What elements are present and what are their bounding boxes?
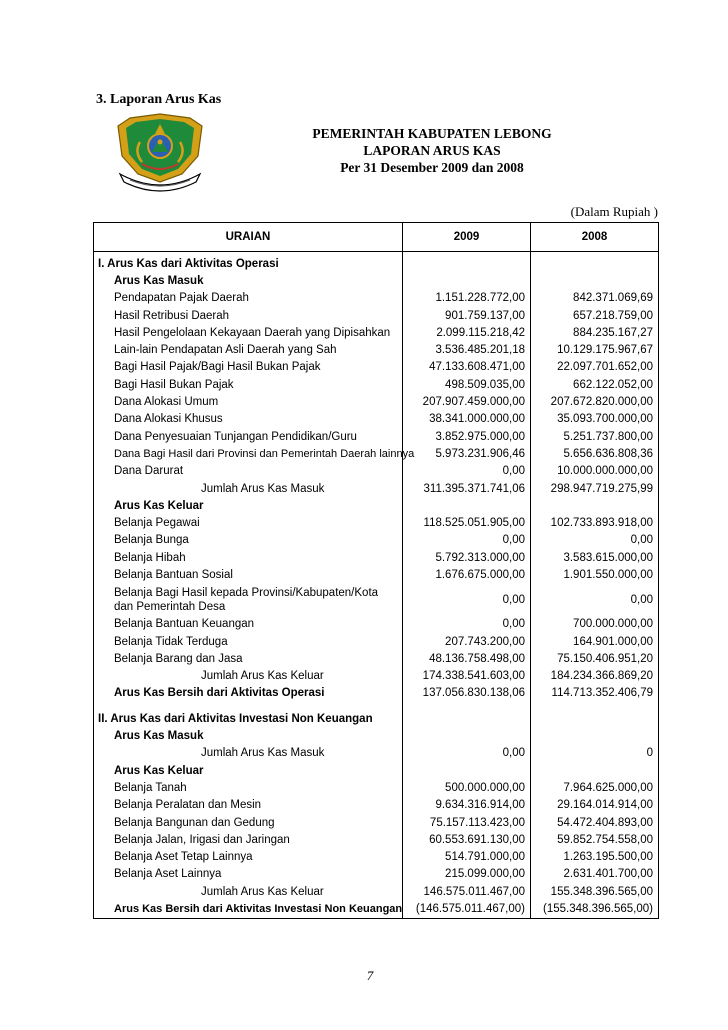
row-2009: 47.133.608.471,00 — [403, 359, 531, 376]
row-2008: 842.371.069,69 — [531, 290, 659, 307]
table-row — [94, 668, 659, 685]
row-2008 — [531, 272, 659, 289]
header-period: Per 31 Desember 2009 dan 2008 — [340, 160, 524, 175]
row-2009: 137.056.830.138,06 — [403, 685, 531, 702]
row-2008: 0,00 — [531, 532, 659, 549]
row-2009: 60.553.691.130,00 — [403, 831, 531, 848]
table-row — [94, 376, 659, 393]
row-2008 — [531, 497, 659, 514]
currency-note: (Dalam Rupiah ) — [570, 204, 658, 219]
row-desc: Jumlah Arus Kas Masuk — [94, 745, 403, 762]
row-desc: Arus Kas Keluar — [94, 497, 403, 514]
report-header — [304, 125, 560, 176]
row-desc: Dana Darurat — [94, 463, 403, 480]
cash-flow-table — [93, 222, 659, 919]
row-desc: Belanja Bantuan Keuangan — [94, 616, 403, 633]
table-row — [94, 445, 659, 462]
table-row — [94, 514, 659, 531]
page-number: 7 — [366, 968, 374, 983]
row-2009: 500.000.000,00 — [403, 779, 531, 796]
table-row — [94, 272, 659, 289]
row-desc: Hasil Pengelolaan Kekayaan Daerah yang Dipisahkan — [94, 324, 403, 341]
table-row — [94, 341, 659, 358]
row-2008: 35.093.700.000,00 — [531, 411, 659, 428]
row-desc: Arus Kas Bersih dari Aktivitas Operasi — [94, 685, 403, 702]
table-row — [94, 745, 659, 762]
row-2008: 75.150.406.951,20 — [531, 650, 659, 667]
row-desc: Jumlah Arus Kas Keluar — [94, 883, 403, 900]
row-2008: 700.000.000,00 — [531, 616, 659, 633]
row-2008 — [531, 762, 659, 779]
row-desc: Belanja Tidak Terduga — [94, 633, 403, 650]
row-2009: 2.099.115.218,42 — [403, 324, 531, 341]
row-desc: Belanja Bunga — [94, 532, 403, 549]
row-2008: 54.472.404.893,00 — [531, 814, 659, 831]
row-2009: 0,00 — [403, 532, 531, 549]
row-2009 — [403, 272, 531, 289]
row-2008: 7.964.625.000,00 — [531, 779, 659, 796]
row-2009: 1.151.228.772,00 — [403, 290, 531, 307]
row-desc: Bagi Hasil Bukan Pajak — [94, 376, 403, 393]
table-row — [94, 584, 659, 616]
row-2009 — [403, 497, 531, 514]
table-row — [94, 411, 659, 428]
table-row — [94, 685, 659, 702]
header-2009: 2009 — [403, 223, 531, 252]
header-report-title: LAPORAN ARUS KAS — [363, 143, 501, 158]
table-row — [94, 566, 659, 583]
row-2009: 207.907.459.000,00 — [403, 393, 531, 410]
row-2009: 75.157.113.423,00 — [403, 814, 531, 831]
row-2008: 184.234.366.869,20 — [531, 668, 659, 685]
row-desc: Belanja Bagi Hasil kepada Provinsi/Kabupaten/Kota dan Pemerintah Desa — [94, 584, 403, 616]
row-desc: Belanja Bantuan Sosial — [94, 566, 403, 583]
table-header-row — [94, 223, 659, 252]
table-spacer — [94, 702, 659, 710]
row-2008: 164.901.000,00 — [531, 633, 659, 650]
table-row — [94, 359, 659, 376]
row-2008: 114.713.352.406,79 — [531, 685, 659, 702]
row-2009: 118.525.051.905,00 — [403, 514, 531, 531]
row-desc: Pendapatan Pajak Daerah — [94, 290, 403, 307]
row-2008: 10.129.175.967,67 — [531, 341, 659, 358]
row-desc: Dana Bagi Hasil dari Provinsi dan Pemerintah Daerah lainnya — [94, 445, 403, 462]
row-desc: Arus Kas Masuk — [94, 272, 403, 289]
row-desc: Belanja Peralatan dan Mesin — [94, 797, 403, 814]
table-row — [94, 814, 659, 831]
row-2009 — [403, 252, 531, 273]
row-2008: 207.672.820.000,00 — [531, 393, 659, 410]
lebong-emblem-icon — [112, 112, 208, 194]
row-2009: 215.099.000,00 — [403, 866, 531, 883]
row-2008: 59.852.754.558,00 — [531, 831, 659, 848]
row-desc: Belanja Tanah — [94, 779, 403, 796]
row-2009: 5.792.313.000,00 — [403, 549, 531, 566]
row-2008 — [531, 727, 659, 744]
row-desc: Belanja Aset Tetap Lainnya — [94, 849, 403, 866]
row-desc: Arus Kas Keluar — [94, 762, 403, 779]
table-row — [94, 866, 659, 883]
header-uraian: URAIAN — [94, 223, 403, 252]
row-2008: 155.348.396.565,00 — [531, 883, 659, 900]
row-2008: 5.251.737.800,00 — [531, 428, 659, 445]
table-row — [94, 762, 659, 779]
row-2009: 514.791.000,00 — [403, 849, 531, 866]
table-row — [94, 428, 659, 445]
row-2008: 10.000.000.000,00 — [531, 463, 659, 480]
row-desc: Jumlah Arus Kas Keluar — [94, 668, 403, 685]
row-desc: Belanja Hibah — [94, 549, 403, 566]
row-2009: 146.575.011.467,00 — [403, 883, 531, 900]
row-2008: 884.235.167,27 — [531, 324, 659, 341]
row-2009: 38.341.000.000,00 — [403, 411, 531, 428]
row-desc: Belanja Jalan, Irigasi dan Jaringan — [94, 831, 403, 848]
row-2009: 311.395.371.741,06 — [403, 480, 531, 497]
row-2009: 0,00 — [403, 616, 531, 633]
row-2009: (146.575.011.467,00) — [403, 900, 531, 918]
row-2009: 207.743.200,00 — [403, 633, 531, 650]
table-row — [94, 779, 659, 796]
table-row — [94, 616, 659, 633]
row-2009: 901.759.137,00 — [403, 307, 531, 324]
row-2008: 3.583.615.000,00 — [531, 549, 659, 566]
row-2009 — [403, 710, 531, 727]
row-desc: Belanja Pegawai — [94, 514, 403, 531]
row-2008: 1.901.550.000,00 — [531, 566, 659, 583]
row-2009: 1.676.675.000,00 — [403, 566, 531, 583]
row-2009: 3.852.975.000,00 — [403, 428, 531, 445]
header-government: PEMERINTAH KABUPATEN LEBONG — [312, 126, 552, 141]
table-row — [94, 633, 659, 650]
row-desc: I. Arus Kas dari Aktivitas Operasi — [94, 252, 403, 273]
row-2009: 3.536.485.201,18 — [403, 341, 531, 358]
row-desc: Dana Alokasi Umum — [94, 393, 403, 410]
row-2008: 102.733.893.918,00 — [531, 514, 659, 531]
row-2008 — [531, 710, 659, 727]
row-2009: 48.136.758.498,00 — [403, 650, 531, 667]
row-2009: 5.973.231.906,46 — [403, 445, 531, 462]
row-2009: 9.634.316.914,00 — [403, 797, 531, 814]
row-2008: 1.263.195.500,00 — [531, 849, 659, 866]
table-row — [94, 324, 659, 341]
row-2008: (155.348.396.565,00) — [531, 900, 659, 918]
row-desc: Belanja Aset Lainnya — [94, 866, 403, 883]
row-2008: 22.097.701.652,00 — [531, 359, 659, 376]
row-2009 — [403, 727, 531, 744]
row-2008: 657.218.759,00 — [531, 307, 659, 324]
table-row — [94, 290, 659, 307]
table-row — [94, 549, 659, 566]
row-2009: 0,00 — [403, 745, 531, 762]
row-2008: 0 — [531, 745, 659, 762]
row-desc: Hasil Retribusi Daerah — [94, 307, 403, 324]
table-row — [94, 883, 659, 900]
table-row — [94, 727, 659, 744]
table-row — [94, 900, 659, 918]
table-row — [94, 650, 659, 667]
row-desc: Dana Penyesuaian Tunjangan Pendidikan/Guru — [94, 428, 403, 445]
row-desc: Belanja Bangunan dan Gedung — [94, 814, 403, 831]
table-row — [94, 393, 659, 410]
table-row — [94, 252, 659, 273]
row-2008 — [531, 252, 659, 273]
row-desc: Belanja Barang dan Jasa — [94, 650, 403, 667]
row-2008: 5.656.636.808,36 — [531, 445, 659, 462]
table-row — [94, 710, 659, 727]
row-2009 — [403, 762, 531, 779]
table-row — [94, 831, 659, 848]
row-desc: Arus Kas Masuk — [94, 727, 403, 744]
row-desc: Arus Kas Bersih dari Aktivitas Investasi Non Keuangan — [94, 900, 403, 918]
row-2008: 298.947.719.275,99 — [531, 480, 659, 497]
row-2008: 2.631.401.700,00 — [531, 866, 659, 883]
row-2009: 174.338.541.603,00 — [403, 668, 531, 685]
row-2009: 0,00 — [403, 584, 531, 616]
table-row — [94, 532, 659, 549]
header-2008: 2008 — [531, 223, 659, 252]
table-row — [94, 307, 659, 324]
table-row — [94, 480, 659, 497]
row-desc: Bagi Hasil Pajak/Bagi Hasil Bukan Pajak — [94, 359, 403, 376]
row-2008: 662.122.052,00 — [531, 376, 659, 393]
row-2009: 498.509.035,00 — [403, 376, 531, 393]
row-desc: Dana Alokasi Khusus — [94, 411, 403, 428]
row-2008: 29.164.014.914,00 — [531, 797, 659, 814]
row-2008: 0,00 — [531, 584, 659, 616]
table-row — [94, 849, 659, 866]
table-row — [94, 797, 659, 814]
row-desc: II. Arus Kas dari Aktivitas Investasi Non Keuangan — [94, 710, 403, 727]
row-2009: 0,00 — [403, 463, 531, 480]
row-desc: Jumlah Arus Kas Masuk — [94, 480, 403, 497]
table-row — [94, 497, 659, 514]
row-desc: Lain-lain Pendapatan Asli Daerah yang Sah — [94, 341, 403, 358]
section-heading: 3. Laporan Arus Kas — [96, 92, 222, 107]
table-row — [94, 463, 659, 480]
